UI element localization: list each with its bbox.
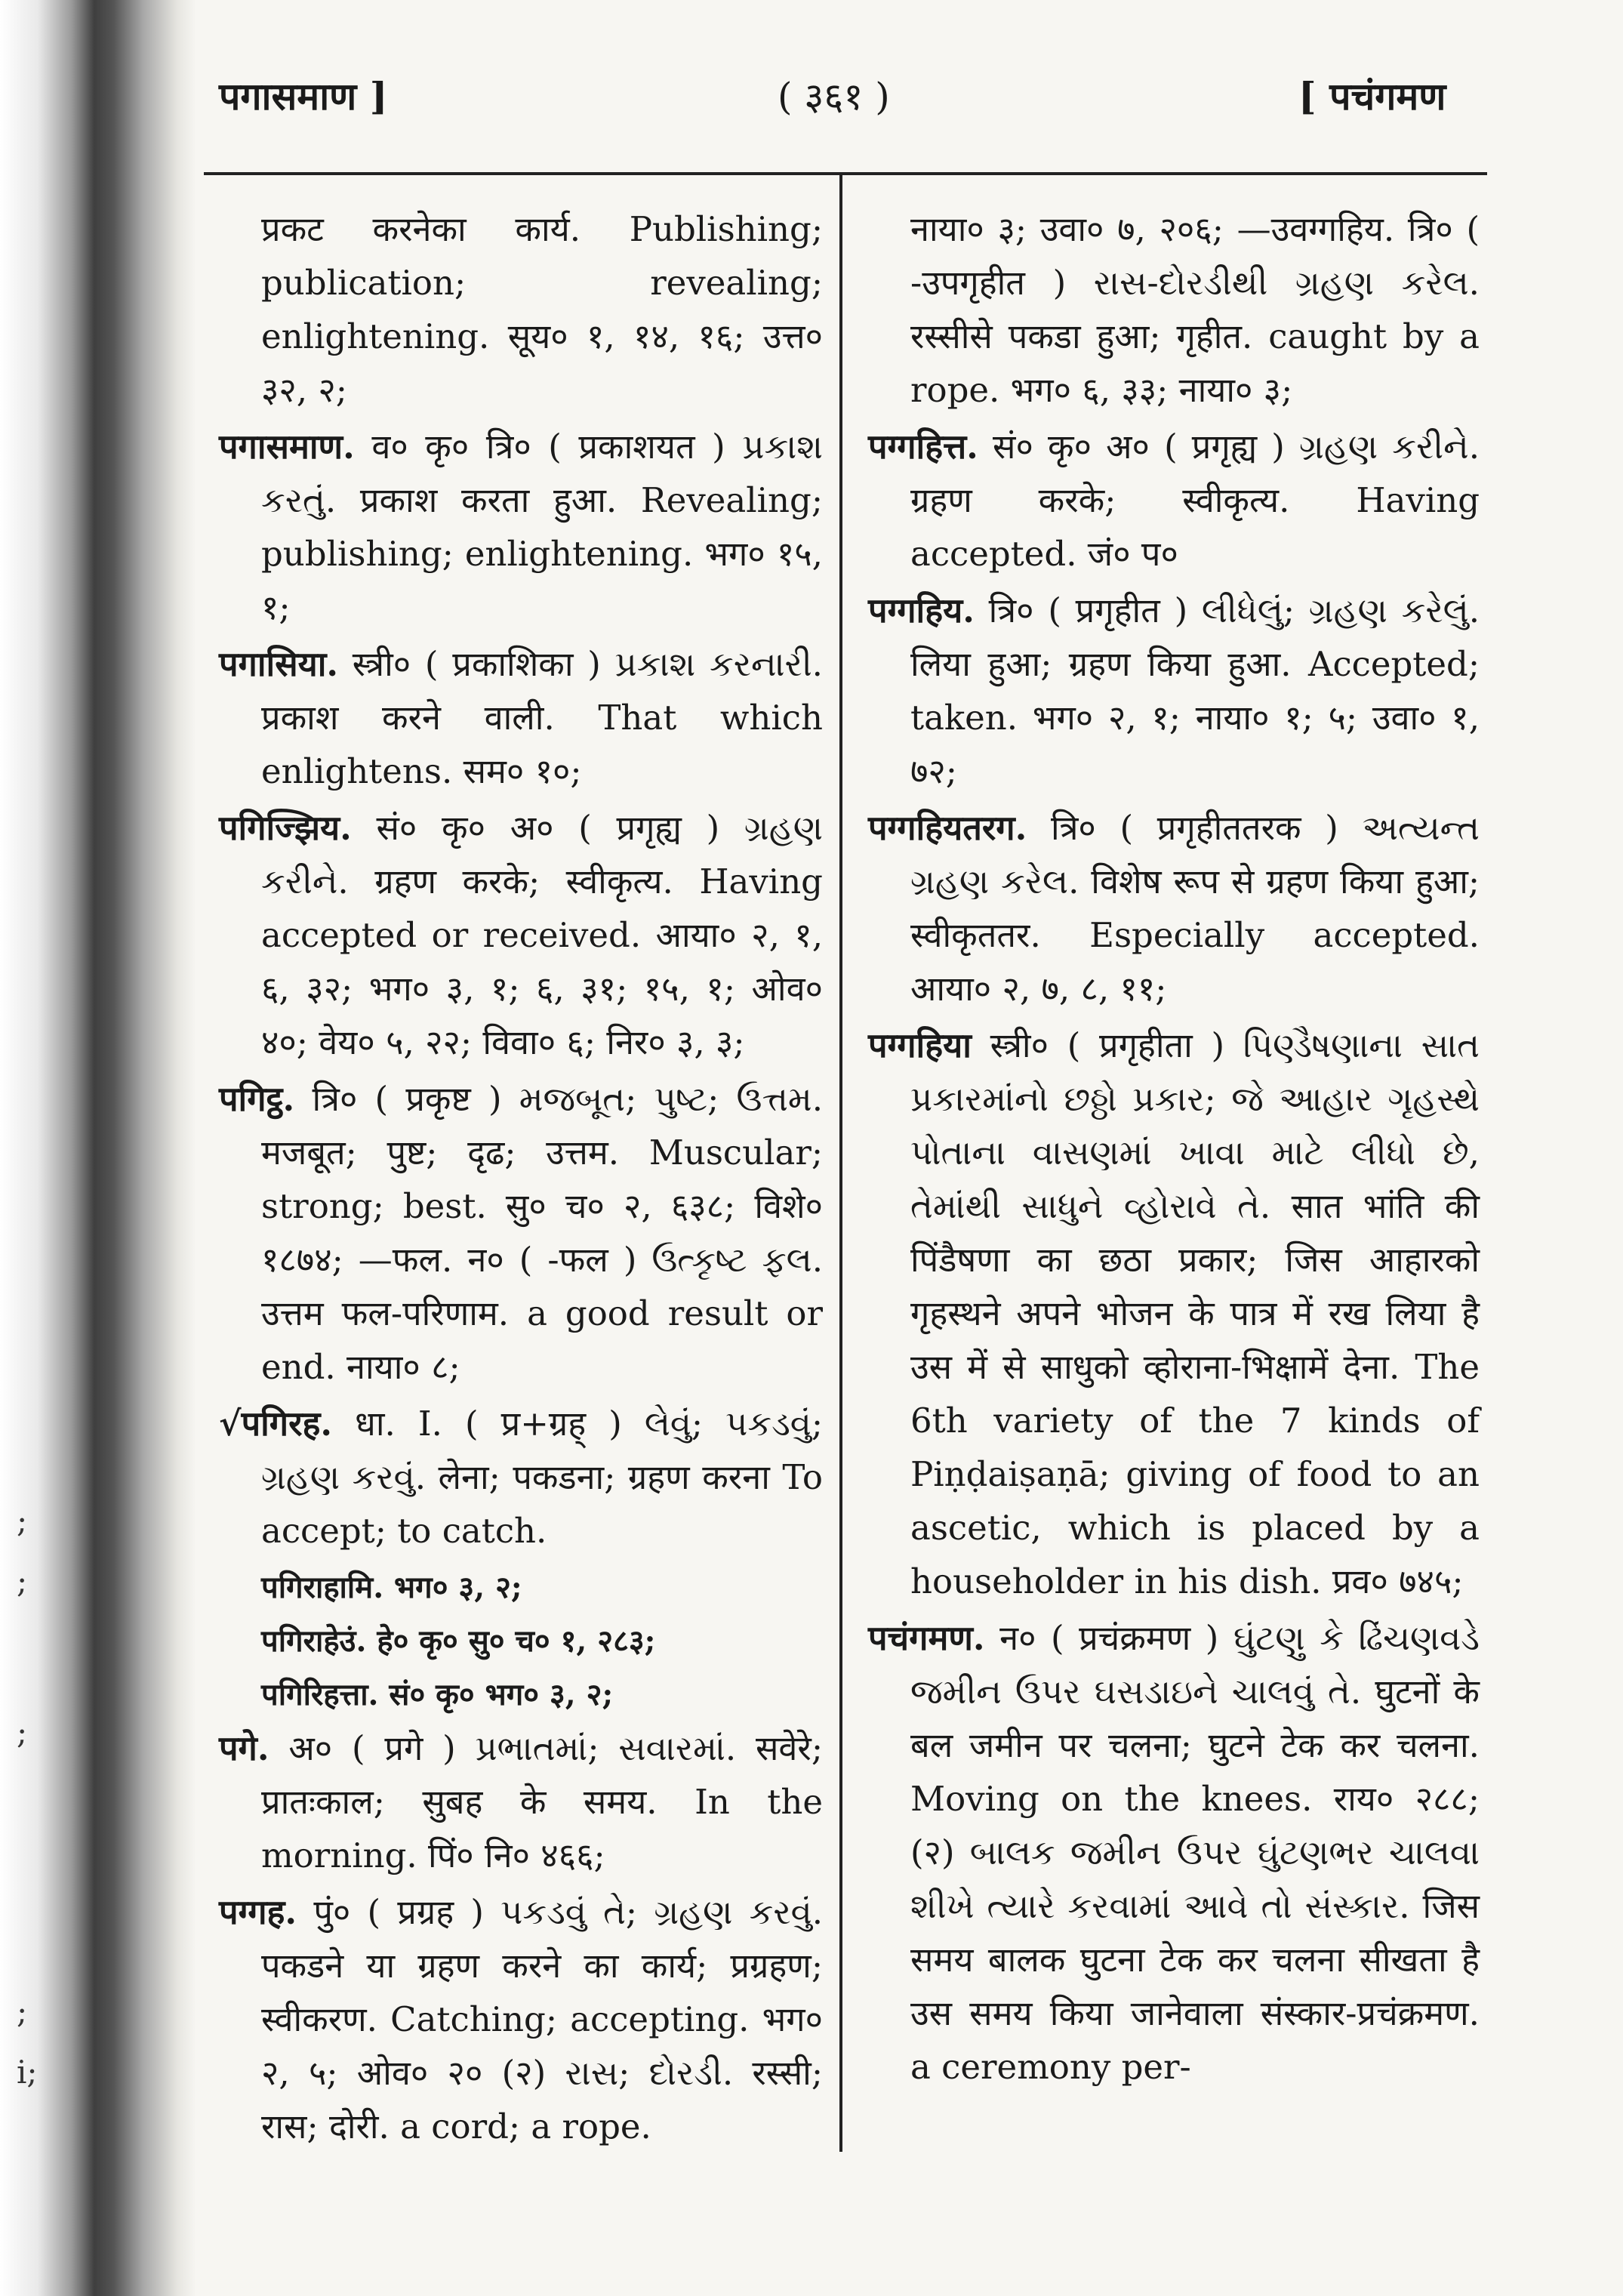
headword: पगासिया.	[219, 644, 339, 684]
header-rule	[204, 172, 1487, 175]
headword: पग्गहिया	[868, 1025, 972, 1065]
entry-definition: धा. I. ( प्र+ग्रह् ) લેવું; પકડવું; ગ્રહણ કરવું. लेना; पकडना; ग्रहण करना To accept; to catch.	[261, 1404, 823, 1551]
dictionary-entry	[219, 420, 823, 634]
entry-definition: त्रि० ( प्रगृहीततरक ) અત્યન્ત ગ્રહણ કરેલ. विशेष रूप से ग्रहण किया हुआ; स्वीकृततर. Especially accepted. आया० २, ७, ८, ११;	[910, 808, 1480, 1009]
margin-mark: ;	[17, 1563, 28, 1600]
headword: पगासमाण.	[219, 427, 355, 467]
headword: √पगिरह.	[219, 1404, 333, 1444]
dictionary-entry	[219, 1885, 823, 2153]
dictionary-entry	[219, 1721, 823, 1882]
headword: पग्गह.	[219, 1892, 297, 1932]
column-divider	[839, 174, 842, 2152]
headword: पचंगमण.	[868, 1618, 985, 1658]
right-column	[868, 202, 1480, 2097]
left-column	[219, 202, 823, 2156]
verb-form: पगिराहेउं. हे० कृ० सु० च० १, २८३;	[261, 1623, 656, 1659]
margin-mark: ;	[17, 1714, 28, 1751]
margin-mark: ;	[17, 1502, 28, 1539]
scan-binding-shadow	[0, 0, 196, 2296]
verb-form: पगिराहामि. भग० ३, २;	[261, 1570, 522, 1605]
entry-definition: स्त्री० ( प्रगृहीता ) પિણ્ડૈષણાના સાત પ્રકારમાંનો છઠ્ઠો પ્રકાર; જે આહાર ગૃહસ્થે પોતાના વાસણમાં ખાવા માટે લીધો છે, તેમાંથી સાધુને વ્હોરાવે તે. सात भांति की पिंडैषणा का छठा प्रकार; जिस आहारको गृहस्थने अपने भोजन के पात्र में रख लिया है उस में से साधुको व्होराना-भिक्षामें देना. The 6th variety of the 7 kinds of Piṇḍaiṣaṇā; giving of food to an ascetic, which is placed by a householder in his dish. प्रव० ७४५;	[910, 1025, 1480, 1601]
dictionary-entry	[868, 584, 1480, 798]
entry-definition: सं० कृ० अ० ( प्रगृह्य ) ગ્રહણ કરીને. ग्रहण करके; स्वीकृत्य. Having accepted. जं० प०	[910, 427, 1480, 574]
headword: पगिज्झिय.	[219, 808, 352, 848]
headword: पगिट्ठ.	[219, 1079, 295, 1119]
headword: पग्गहिय.	[868, 590, 975, 630]
entry-definition: त्रि० ( प्रगृहीत ) લીધેલું; ગ્રહણ કરેલું. लिया हुआ; ग्रहण किया हुआ. Accepted; taken. भग० २, १; नाया० १; ५; उवा० १, ७२;	[910, 590, 1480, 791]
running-head-right: [ पचंगमण	[1298, 74, 1446, 119]
continued-entry: प्रकट करनेका कार्य. Publishing; publication; revealing; enlightening. सूय० १, १४, १६; उत्त० ३२, २;	[261, 209, 823, 410]
dictionary-entry	[868, 801, 1480, 1015]
entry-definition: अ० ( प्रगे ) પ્રભાતમાં; સવારમાં. सवेरे; प्रातःकाल; सुबह के समय. In the morning. पिं० नि० ४६६;	[261, 1728, 823, 1875]
entry-definition: व० कृ० त्रि० ( प्रकाशयत ) પ્રકાશ કરતું. प्रकाश करता हुआ. Revealing; publishing; enlightening. भग० १५, १;	[261, 427, 823, 627]
dictionary-entry	[868, 420, 1480, 581]
margin-mark: ;	[17, 1993, 28, 2030]
dictionary-entry	[219, 1072, 823, 1394]
running-head-left: पगासमाण ]	[219, 74, 388, 119]
entry-definition: पुं० ( प्रग्रह ) પકડવું તે; ગ્રહણ કરવું. पकडने या ग्रहण करने का कार्य; प्रग्रहण; स्वीकरण. Catching; accepting. भग० २, ५; ओव० २० (२) રાસ; દોરડી. रस्सी; रास; दोरी. a cord; a rope.	[261, 1892, 823, 2147]
entry-definition: त्रि० ( प्रकृष्ट ) મજબૂત; પુષ્ટ; ઉત્તમ. मजबूत; पुष्ट; दृढ; उत्तम. Muscular; strong; best. सु० च० २, ६३८; विशे० १८७४; —फल. न० ( -फल ) ઉત્કૃષ્ટ ફલ. उत्तम फल-परिणाम. a good result or end. नाया० ८;	[261, 1079, 823, 1387]
dictionary-entry	[868, 1019, 1480, 1608]
dictionary-entry	[219, 637, 823, 798]
entry-definition: सं० कृ० अ० ( प्रगृह्य ) ગ્રહણ કરીને. ग्रहण करके; स्वीकृत्य. Having accepted or received. आया० २, १, ६, ३२; भग० ३, १; ६, ३१; १५, १; ओव० ४०; वेय० ५, २२; विवा० ६; निर० ३, ३;	[261, 808, 823, 1062]
continued-entry: नाया० ३; उवा० ७, २०६; —उवग्गहिय. त्रि० ( -उपगृहीत ) રાસ-દોરડીથી ગ્રહણ કરેલ. रस्सीसे पकडा हुआ; गृहीत. caught by a rope. भग० ६, ३३; नाया० ३;	[910, 209, 1480, 410]
verb-form: पगिरिहत्ता. सं० कृ० भग० ३, २;	[261, 1677, 614, 1712]
entry-definition: स्त्री० ( प्रकाशिका ) પ્રકાશ કરનારી. प्रकाश करने वाली. That which enlightens. सम० १०;	[261, 644, 823, 791]
entry-definition: न० ( प्रचंक्रमण ) ઘુંટણુ કે ઢિંચણવડે જમીન ઉપર ઘસડાઇને ચાલવું તે. घुटनों के बल जमीन पर चलना; घुटने टेक कर चलना. Moving on the knees. राय० २८८; (२) બાલક જમીન ઉપર ઘુંટણભર ચાલવા શીખે ત્યારે કરવામાં આવે તો સંસ્કાર. जिस समय बालक घुटना टेक कर चलना सीखता है उस समय किया जानेवाला संस्कार-प्रचंक्रमण. a ceremony per-	[910, 1618, 1480, 2087]
headword: पग्गहित्त.	[868, 427, 978, 467]
dictionary-entry	[219, 1397, 823, 1558]
dictionary-entry	[868, 1611, 1480, 2094]
dictionary-entry	[219, 801, 823, 1069]
margin-mark: i;	[17, 2054, 38, 2091]
page-number: ( ३६१ )	[778, 75, 890, 119]
headword: पगे.	[219, 1728, 269, 1768]
headword: पग्गहियतरग.	[868, 808, 1027, 848]
